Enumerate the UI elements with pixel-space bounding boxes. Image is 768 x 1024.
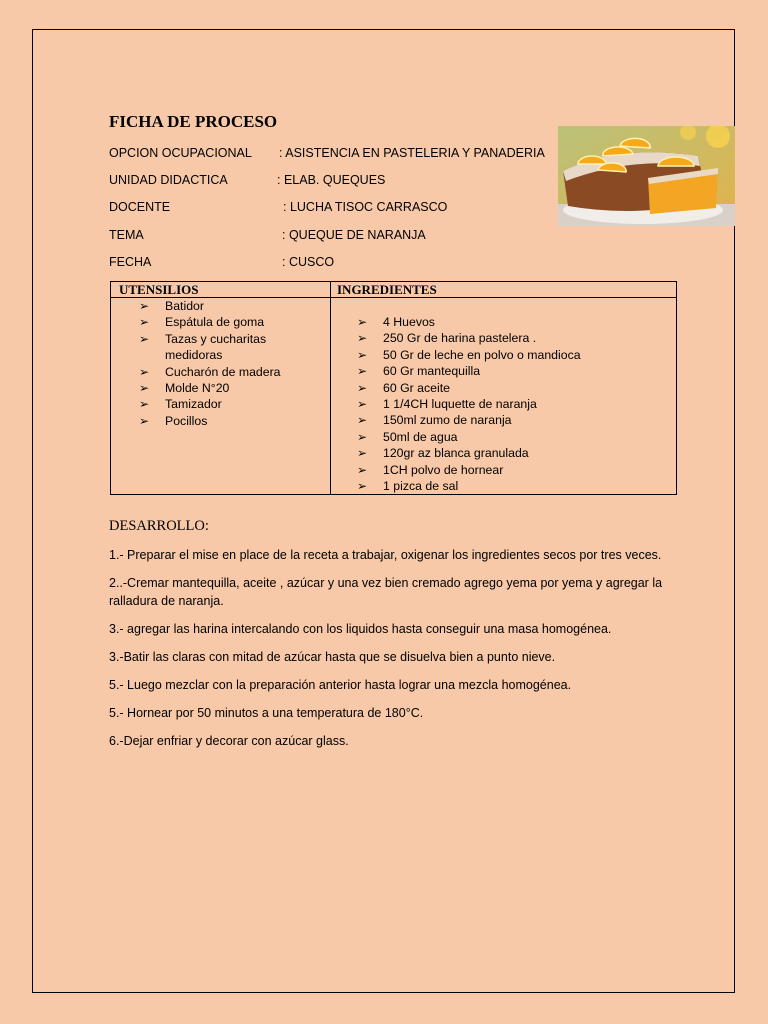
list-item: ➢ 250 Gr de harina pastelera . (357, 330, 667, 346)
table-divider (330, 282, 331, 494)
utensils-list (139, 298, 309, 429)
list-item: ➢ 60 Gr aceite (357, 380, 667, 396)
info-label: UNIDAD DIDACTICA (109, 173, 228, 187)
info-label: FECHA (109, 255, 152, 269)
step-item: 3.- agregar las harina intercalando con los liquidos hasta conseguir una masa homogénea. (109, 622, 612, 636)
list-item: ➢ Cucharón de madera (139, 364, 309, 380)
list-item: ➢ 120gr az blanca granulada (357, 445, 667, 461)
list-item: ➢ Espátula de goma (139, 314, 309, 330)
step-item: 3.-Batir las claras con mitad de azúcar hasta que se disuelva bien a punto nieve. (109, 650, 556, 664)
steps-list (109, 546, 669, 760)
step-item: 6.-Dejar enfriar y decorar con azúcar glass. (109, 734, 349, 748)
list-item: ➢ 4 Huevos (357, 314, 667, 330)
utensils-ingredients-table (110, 281, 677, 495)
ingredients-list (357, 314, 667, 494)
document-title: FICHA DE PROCESO (109, 112, 278, 131)
list-item: ➢ Molde N°20 (139, 380, 309, 396)
utensils-header: UTENSILIOS (119, 282, 199, 297)
list-item: ➢ 60 Gr mantequilla (357, 363, 667, 379)
step-item: 5.- Hornear por 50 minutos a una temperatura de 180°C. (109, 706, 424, 720)
list-item: ➢ Pocillos (139, 413, 309, 429)
ingredients-header: INGREDIENTES (337, 282, 437, 297)
step-item: 2..-Cremar mantequilla, aceite , azúcar y una vez bien cremado agrego yema por yema y agregar la ralladura de naranja. (109, 576, 663, 608)
info-value: : QUEQUE DE NARANJA (282, 228, 426, 242)
step-item: 1.- Preparar el mise en place de la receta a trabajar, oxigenar los ingredientes secos por tres veces. (109, 548, 662, 562)
list-item: ➢ Tamizador (139, 396, 309, 412)
list-item: ➢ Tazas y cucharitas medidoras (139, 331, 309, 364)
info-label: DOCENTE (109, 200, 171, 214)
list-item: ➢ 150ml zumo de naranja (357, 412, 667, 428)
info-label: OPCION OCUPACIONAL (109, 146, 252, 160)
list-item: ➢ Batidor (139, 298, 309, 314)
list-item: ➢ 1 1/4CH luquette de naranja (357, 396, 667, 412)
info-value: : ASISTENCIA EN PASTELERIA Y PANADERIA (279, 146, 545, 160)
step-item: 5.- Luego mezclar con la preparación anterior hasta lograr una mezcla homogénea. (109, 678, 572, 692)
info-value: : LUCHA TISOC CARRASCO (283, 200, 448, 214)
orange-cake-image (558, 126, 735, 226)
info-value: : CUSCO (282, 255, 335, 269)
info-value: : ELAB. QUEQUES (277, 173, 386, 187)
section-title: DESARROLLO: (109, 518, 209, 534)
list-item: ➢ 50ml de agua (357, 429, 667, 445)
list-item: ➢ 1 pizca de sal (357, 478, 667, 494)
list-item: ➢ 50 Gr de leche en polvo o mandioca (357, 347, 667, 363)
info-label: TEMA (109, 228, 144, 242)
list-item: ➢ 1CH polvo de hornear (357, 462, 667, 478)
